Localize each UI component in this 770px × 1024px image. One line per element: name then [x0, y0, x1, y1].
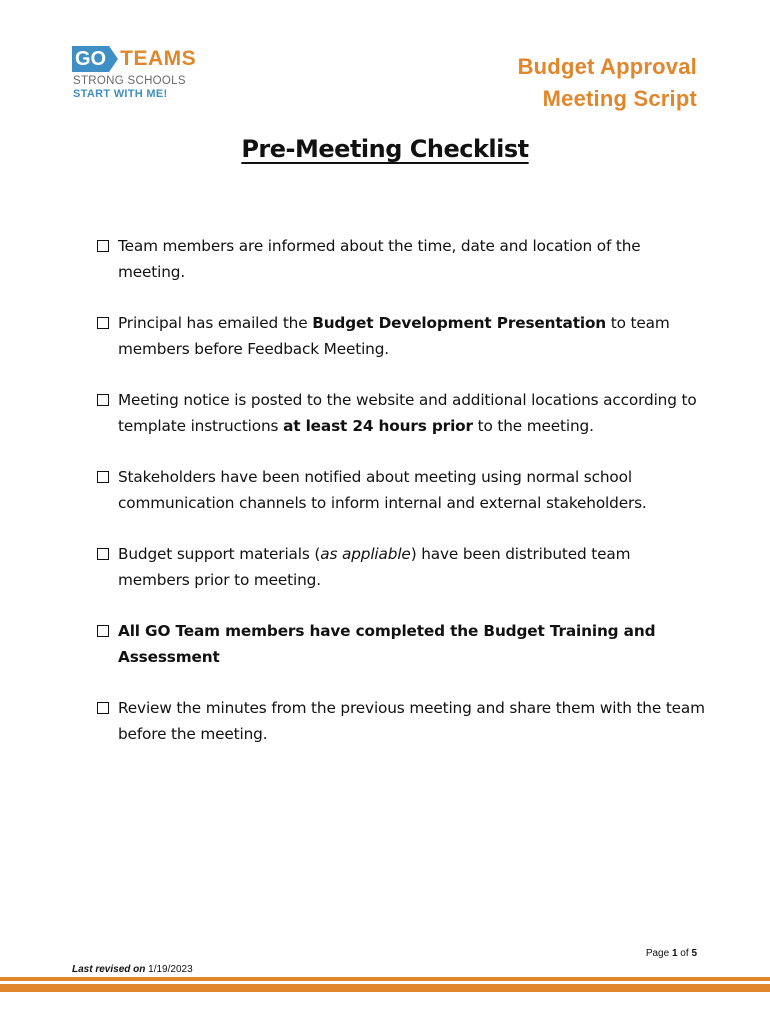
text-segment-bold: Budget Development Presentation [312, 314, 607, 332]
checklist-item-text [118, 468, 647, 512]
page-heading: Pre-Meeting Checklist [241, 135, 529, 163]
checkbox[interactable] [97, 471, 109, 483]
page-prefix: Page [645, 948, 672, 959]
pre-meeting-checklist [95, 233, 705, 772]
revised-date: 1/19/2023 [145, 964, 193, 975]
checklist-item [95, 618, 705, 670]
checklist-item-text [118, 545, 630, 589]
checklist-item [95, 387, 705, 439]
footer-rule-thin [0, 977, 770, 981]
page-total: 5 [691, 948, 697, 959]
logo-tagline-1: STRONG SCHOOLS [73, 75, 186, 87]
text-segment: to the meeting. [472, 417, 594, 435]
checklist-item-text [118, 391, 697, 435]
checkbox[interactable] [97, 394, 109, 406]
checklist-item [95, 464, 705, 516]
checklist-item-text [118, 314, 670, 358]
page-of: of [677, 948, 692, 959]
document-title-line-2: Meeting Script [542, 86, 697, 111]
text-segment-bold: at least 24 hours prior [283, 417, 473, 435]
document-title-line-1: Budget Approval [517, 54, 697, 79]
text-segment-italic: as appliable [320, 545, 411, 563]
checklist-item-text [118, 237, 641, 281]
text-segment: ) have been distributed team members prior to meeting. [118, 545, 631, 589]
text-segment: to team members before Feedback Meeting. [118, 314, 670, 358]
page-current: 1 [671, 948, 678, 959]
checklist-item-text [118, 699, 705, 743]
checkbox[interactable] [97, 317, 109, 329]
text-segment: Budget support materials ( [118, 545, 321, 563]
logo-go: GO [72, 46, 109, 72]
checklist-item [95, 233, 705, 285]
page-number [646, 948, 697, 959]
checkbox[interactable] [97, 240, 109, 252]
checklist-item-text [118, 622, 655, 666]
revised-label: Last revised on [72, 964, 146, 975]
checkbox[interactable] [97, 702, 109, 714]
checkbox[interactable] [97, 548, 109, 560]
checkbox[interactable] [97, 625, 109, 637]
go-teams-logo [72, 46, 196, 102]
last-revised [72, 964, 193, 975]
document-title [518, 51, 697, 115]
logo-wordmark [72, 46, 196, 72]
checklist-item [95, 541, 705, 593]
text-segment: Principal has emailed the [118, 314, 313, 332]
text-segment: Stakeholders have been notified about meeting using normal school communication channels to inform internal and external stakeholders. [118, 468, 647, 512]
checklist-item [95, 310, 705, 362]
text-segment: Team members are informed about the time, date and location of the meeting. [118, 237, 641, 281]
footer-rule-thick [0, 984, 770, 992]
text-segment: Meeting notice is posted to the website and additional locations according to template instructions [118, 391, 697, 435]
logo-teams: TEAMS [120, 47, 197, 70]
logo-tagline-2: START WITH ME! [73, 88, 168, 100]
text-segment-bold: All GO Team members have completed the Budget Training and Assessment [118, 622, 656, 666]
text-segment: Review the minutes from the previous meeting and share them with the team before the meeting. [118, 699, 705, 743]
checklist-item [95, 695, 705, 747]
